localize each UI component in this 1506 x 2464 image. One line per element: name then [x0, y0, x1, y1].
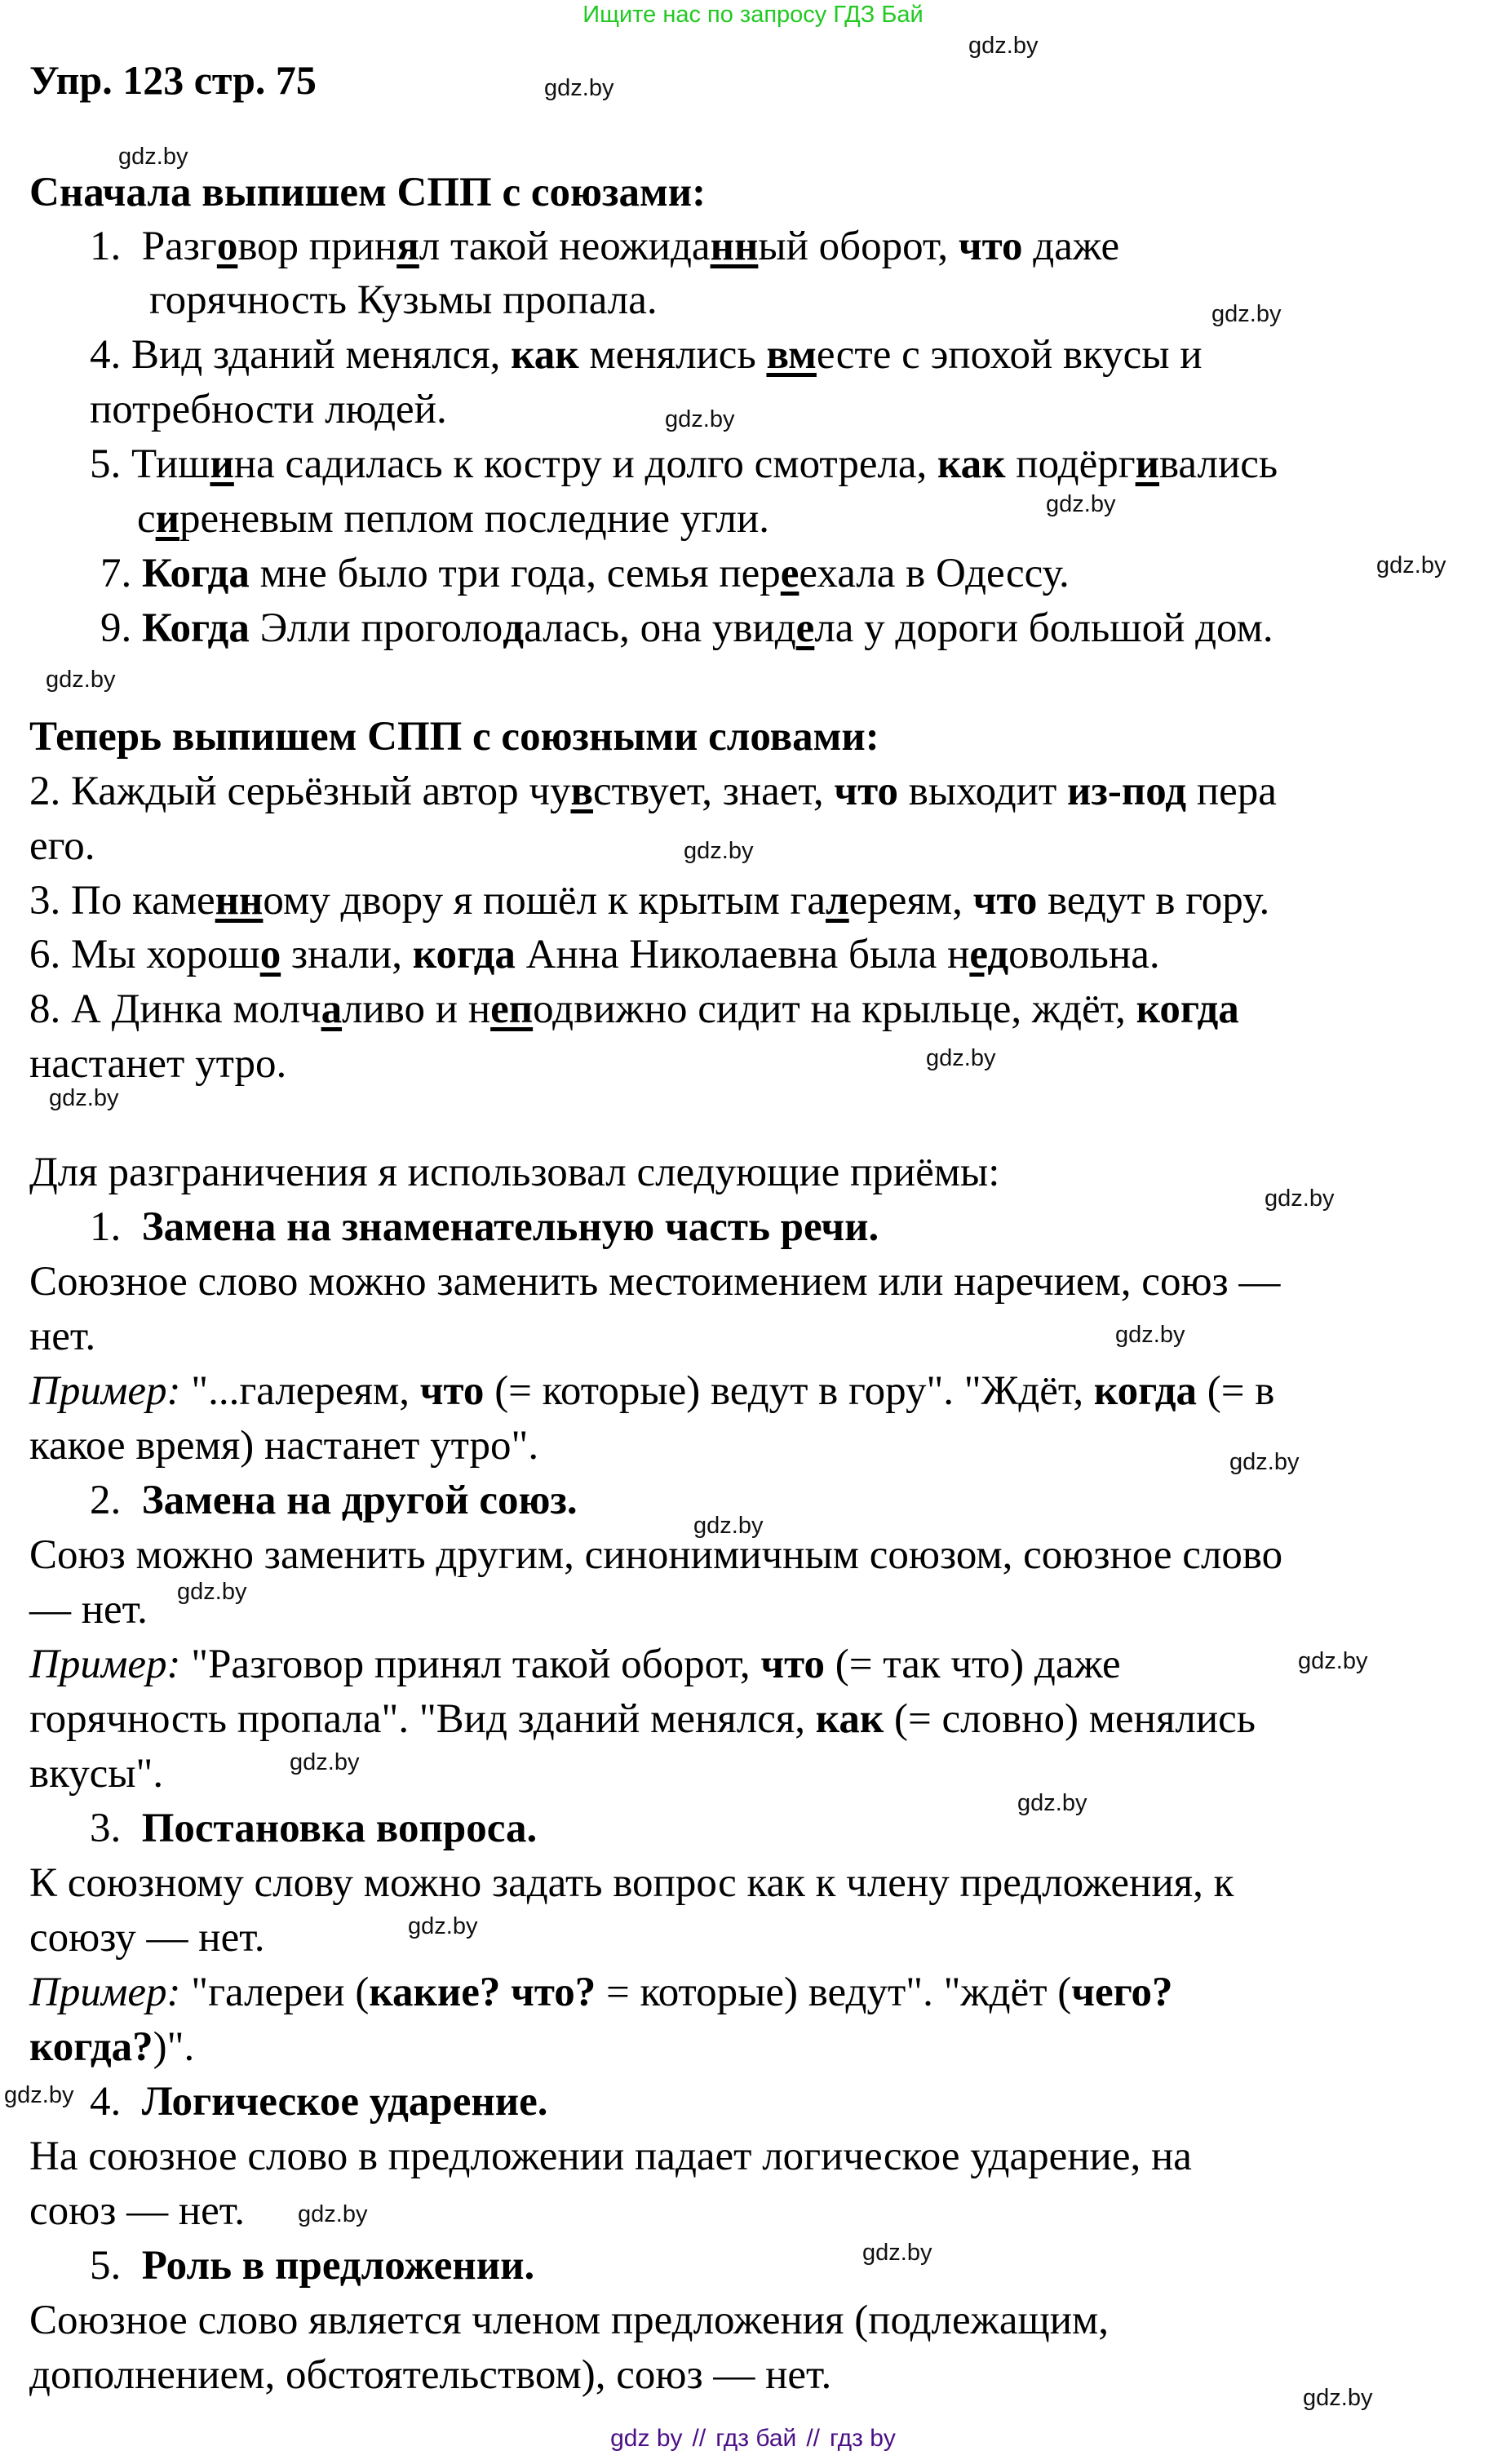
method-3-example-line-1: Пример: "галереи (какие? что? = которые) ведут". "ждёт (чего?: [29, 1970, 1173, 2015]
method-5-desc-line-1: Союзное слово является членом предложения (подлежащим,: [29, 2298, 1110, 2343]
watermark: gdz.by: [298, 2201, 368, 2227]
method-5-desc-line-2: дополнением, обстоятельством), союз — нет.: [29, 2352, 832, 2398]
method-1-example-line-1: Пример: "...галереям, что (= которые) ведут в гору". "Ждёт, когда (= в: [29, 1368, 1275, 1414]
sentence-4-line-1: 4. Вид зданий менялся, как менялись вместе с эпохой вкусы и: [90, 332, 1203, 378]
watermark: gdz.by: [177, 1579, 247, 1605]
footer-link-gdz-by[interactable]: gdz by: [610, 2425, 683, 2452]
method-1-example-line-2: какое время) настанет утро".: [29, 1423, 539, 1469]
watermark: gdz.by: [684, 838, 754, 864]
method-1-desc-line-2: нет.: [29, 1314, 96, 1359]
method-5-title: 5. Роль в предложении.: [90, 2243, 535, 2289]
footer-separator: //: [806, 2425, 820, 2452]
method-2-example-line-3: вкусы".: [29, 1751, 164, 1797]
sentence-1-line-2: горячность Кузьмы пропала.: [149, 277, 658, 323]
sentence-2-line-1: 2. Каждый серьёзный автор чувствует, знает, что выходит из-под пера: [29, 769, 1277, 814]
sentence-9: 9. Когда Элли проголодалась, она увидела у дороги большой дом.: [100, 605, 1273, 651]
watermark: gdz.by: [968, 33, 1039, 59]
watermark: gdz.by: [1229, 1449, 1300, 1475]
footer-separator: //: [692, 2425, 706, 2452]
watermark: gdz.by: [862, 2240, 932, 2266]
sentence-6: 6. Мы хорошо знали, когда Анна Николаевна была недовольна.: [29, 932, 1160, 977]
method-2-example-line-1: Пример: "Разговор принял такой оборот, что (= так что) даже: [29, 1642, 1121, 1687]
section-heading-conjunctive-words: Теперь выпишем СПП с союзными словами:: [29, 714, 879, 760]
watermark: gdz.by: [1265, 1185, 1335, 1212]
sentence-7: 7. Когда мне было три года, семья переехала в Одессу.: [100, 551, 1070, 596]
watermark: gdz.by: [1115, 1322, 1185, 1348]
method-3-desc-line-1: К союзному слову можно задать вопрос как к члену предложения, к: [29, 1860, 1234, 1906]
watermark: gdz.by: [665, 406, 735, 432]
sentence-8-line-1: 8. А Динка молчаливо и неподвижно сидит на крыльце, ждёт, когда: [29, 986, 1239, 1032]
page-title: Упр. 123 стр. 75: [29, 57, 317, 103]
method-2-example-line-2: горячность пропала". "Вид зданий менялся, как (= словно) менялись: [29, 1696, 1256, 1742]
footer-link-gdz-by-cyr[interactable]: гдз by: [830, 2425, 896, 2452]
method-3-example-line-2: когда?)".: [29, 2024, 195, 2070]
search-banner: Ищите нас по запросу ГДЗ Бай: [582, 2, 924, 28]
watermark: gdz.by: [46, 667, 116, 693]
watermark: gdz.by: [544, 75, 614, 101]
method-3-title: 3. Постановка вопроса.: [90, 1806, 538, 1851]
watermark: gdz.by: [926, 1045, 996, 1071]
sentence-2-line-2: его.: [29, 823, 95, 869]
method-2-title: 2. Замена на другой союз.: [90, 1478, 578, 1523]
methods-intro: Для разграничения я использовал следующие приёмы:: [29, 1150, 1000, 1195]
watermark: gdz.by: [408, 1913, 478, 1939]
watermark: gdz.by: [118, 144, 188, 170]
watermark: gdz.by: [4, 2082, 74, 2108]
footer-links: [0, 2425, 1506, 2453]
watermark: gdz.by: [1211, 301, 1282, 327]
method-3-desc-line-2: союзу — нет.: [29, 1915, 265, 1961]
watermark: gdz.by: [1298, 1648, 1368, 1674]
watermark: gdz.by: [1046, 491, 1116, 517]
method-2-desc-line-1: Союз можно заменить другим, синонимичным союзом, союзное слово: [29, 1532, 1283, 1578]
section-heading-conjunctions: Сначала выпишем СПП с союзами:: [29, 170, 706, 215]
sentence-5-line-2: сиреневым пеплом последние угли.: [137, 496, 770, 542]
sentence-1-line-1: 1. Разговор принял такой неожиданный оборот, что даже: [90, 224, 1120, 269]
watermark: gdz.by: [1017, 1790, 1087, 1816]
watermark: gdz.by: [1303, 2385, 1373, 2411]
watermark: gdz.by: [1376, 552, 1446, 578]
sentence-5-line-1: 5. Тишина садилась к костру и долго смотрела, как подёргивались: [90, 441, 1278, 487]
method-4-title: 4. Логическое ударение.: [90, 2079, 548, 2125]
watermark: gdz.by: [693, 1513, 764, 1539]
method-2-desc-line-2: — нет.: [29, 1587, 148, 1633]
footer-link-gdz-bai[interactable]: гдз бай: [715, 2425, 797, 2452]
sentence-8-line-2: настанет утро.: [29, 1041, 287, 1087]
sentence-4-line-2: потребности людей.: [90, 387, 447, 432]
sentence-3: 3. По каменному двору я пошёл к крытым галереям, что ведут в гору.: [29, 878, 1270, 924]
method-4-desc-line-2: союз — нет.: [29, 2188, 246, 2234]
watermark: gdz.by: [49, 1085, 119, 1111]
method-1-desc-line-1: Союзное слово можно заменить местоимением или наречием, союз —: [29, 1259, 1281, 1305]
watermark: gdz.by: [290, 1749, 360, 1775]
method-4-desc-line-1: На союзное слово в предложении падает логическое ударение, на: [29, 2134, 1192, 2179]
method-1-title: 1. Замена на знаменательную часть речи.: [90, 1204, 879, 1250]
